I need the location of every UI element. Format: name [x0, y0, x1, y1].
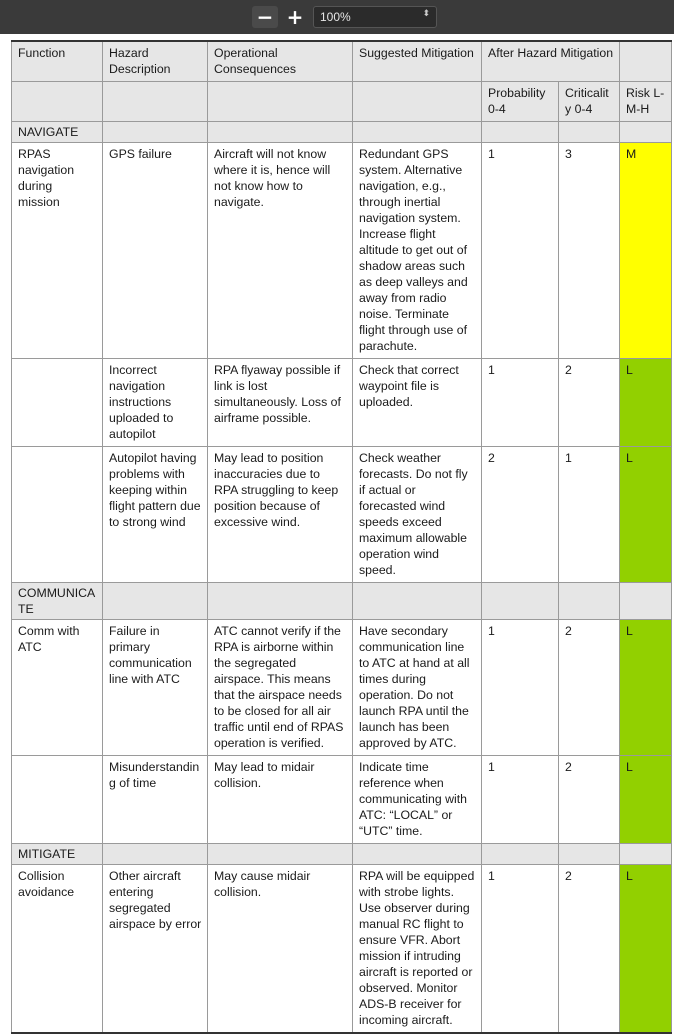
criticality-cell: 2	[559, 865, 620, 1034]
function-cell: RPAS navigation during mission	[12, 143, 103, 359]
section-filler-cell	[559, 583, 620, 620]
section-title: COMMUNICATE	[12, 583, 103, 620]
section-title: NAVIGATE	[12, 122, 103, 143]
hazard-cell: Incorrect navigation instructions uploaded to autopilot	[103, 359, 208, 447]
table-row	[12, 143, 672, 359]
mitigation-cell: Have secondary communication line to ATC at hand at all times during operation. Do not launch RPA until the launch has been approved by ATC.	[353, 620, 482, 756]
criticality-cell: 1	[559, 447, 620, 583]
header-probability: Probability 0-4	[482, 82, 559, 122]
consequences-cell: May lead to midair collision.	[208, 756, 353, 844]
criticality-cell: 2	[559, 756, 620, 844]
section-filler-cell	[208, 844, 353, 865]
table-row	[12, 620, 672, 756]
header-consequences: Operational Consequences	[208, 41, 353, 82]
section-filler-cell	[353, 122, 482, 143]
section-filler-cell	[620, 844, 672, 865]
mitigation-cell: Indicate time reference when communicating with ATC: “LOCAL” or “UTC” time.	[353, 756, 482, 844]
section-filler-cell	[559, 122, 620, 143]
mitigation-cell: Redundant GPS system. Alternative navigation, e.g., through inertial navigation system. Increase flight altitude to get out of shadow areas such as deep valleys and away from radio noise. Terminate flight through use of parachute.	[353, 143, 482, 359]
zoom-value: 100%	[320, 10, 351, 24]
function-cell: Comm with ATC	[12, 620, 103, 756]
section-filler-cell	[620, 583, 672, 620]
zoom-in-button[interactable]: +	[286, 5, 304, 29]
consequences-cell: Aircraft will not know where it is, hence will not know how to navigate.	[208, 143, 353, 359]
risk-cell: M	[620, 143, 672, 359]
table-row	[12, 447, 672, 583]
criticality-cell: 3	[559, 143, 620, 359]
section-filler-cell	[353, 583, 482, 620]
hazard-cell: GPS failure	[103, 143, 208, 359]
section-filler-cell	[103, 583, 208, 620]
risk-cell: L	[620, 865, 672, 1034]
section-row	[12, 122, 672, 143]
zoom-out-button[interactable]: −	[252, 6, 278, 28]
table-row	[12, 359, 672, 447]
section-filler-cell	[208, 583, 353, 620]
section-row	[12, 583, 672, 620]
table-row	[12, 756, 672, 844]
consequences-cell: May lead to position inaccuracies due to RPA struggling to keep position because of excessive wind.	[208, 447, 353, 583]
updown-arrows-icon: ⬍	[422, 8, 430, 18]
probability-cell: 1	[482, 756, 559, 844]
subheader-row	[12, 82, 672, 122]
risk-cell: L	[620, 756, 672, 844]
function-cell	[12, 359, 103, 447]
consequences-cell: May cause midair collision.	[208, 865, 353, 1034]
header-criticality: Criticality 0-4	[559, 82, 620, 122]
consequences-cell: RPA flyaway possible if link is lost simultaneously. Loss of airframe possible.	[208, 359, 353, 447]
pdf-toolbar	[0, 0, 674, 35]
risk-cell: L	[620, 359, 672, 447]
function-cell	[12, 447, 103, 583]
function-cell	[12, 756, 103, 844]
section-filler-cell	[559, 844, 620, 865]
hazard-cell: Failure in primary communication line with ATC	[103, 620, 208, 756]
header-risk: Risk L-M-H	[620, 82, 672, 122]
subheader-empty	[103, 82, 208, 122]
probability-cell: 1	[482, 620, 559, 756]
probability-cell: 2	[482, 447, 559, 583]
hazard-cell: Misunderstanding of time	[103, 756, 208, 844]
subheader-empty	[353, 82, 482, 122]
hazard-cell: Autopilot having problems with keeping within flight pattern due to strong wind	[103, 447, 208, 583]
subheader-empty	[208, 82, 353, 122]
section-filler-cell	[353, 844, 482, 865]
header-mitigation: Suggested Mitigation	[353, 41, 482, 82]
header-function: Function	[12, 41, 103, 82]
table-body	[12, 122, 672, 1034]
document-page	[0, 34, 674, 1027]
criticality-cell: 2	[559, 620, 620, 756]
section-title: MITIGATE	[12, 844, 103, 865]
function-cell: Collision avoidance	[12, 865, 103, 1034]
section-filler-cell	[103, 844, 208, 865]
probability-cell: 1	[482, 143, 559, 359]
risk-cell: L	[620, 620, 672, 756]
section-filler-cell	[620, 122, 672, 143]
mitigation-cell: Check weather forecasts. Do not fly if actual or forecasted wind speeds exceed maximum allowable operation wind speed.	[353, 447, 482, 583]
section-filler-cell	[482, 122, 559, 143]
header-after-mitigation: After Hazard Mitigation	[482, 41, 620, 82]
consequences-cell: ATC cannot verify if the RPA is airborne within the segregated airspace. This means that the airspace needs to be closed for all air traffic until end of RPAS operation is verified.	[208, 620, 353, 756]
subheader-empty	[12, 82, 103, 122]
mitigation-cell: RPA will be equipped with strobe lights. Use observer during manual RC flight to ensure VFR. Abort mission if intruding aircraft is reported or observed. Monitor ADS-B receiver for incoming aircraft.	[353, 865, 482, 1034]
header-blank	[620, 41, 672, 82]
probability-cell: 1	[482, 359, 559, 447]
criticality-cell: 2	[559, 359, 620, 447]
section-filler-cell	[482, 844, 559, 865]
mitigation-cell: Check that correct waypoint file is uploaded.	[353, 359, 482, 447]
zoom-select[interactable]	[313, 6, 437, 28]
risk-cell: L	[620, 447, 672, 583]
section-filler-cell	[482, 583, 559, 620]
header-row	[12, 41, 672, 82]
table-row	[12, 865, 672, 1034]
hazard-table	[11, 40, 672, 1034]
header-hazard: Hazard Description	[103, 41, 208, 82]
section-filler-cell	[208, 122, 353, 143]
section-row	[12, 844, 672, 865]
probability-cell: 1	[482, 865, 559, 1034]
hazard-cell: Other aircraft entering segregated airspace by error	[103, 865, 208, 1034]
section-filler-cell	[103, 122, 208, 143]
